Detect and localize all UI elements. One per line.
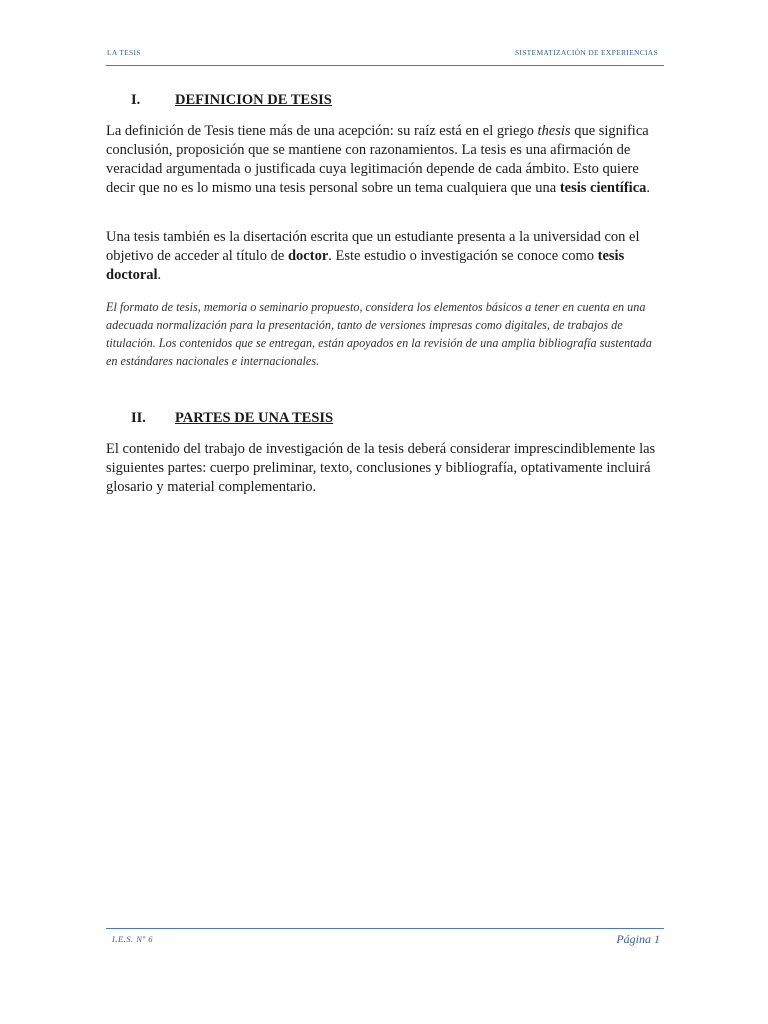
text-run: . Este estudio o investigación se conoce como	[328, 248, 598, 264]
section-1-title: DEFINICION DE TESIS	[175, 92, 332, 108]
bold-term: tesis doctoral	[106, 248, 625, 283]
section-2-paragraph-1: El contenido del trabajo de investigación de la tesis deberá considerar imprescindiblemente las siguientes partes: cuerpo preliminar, texto, conclusiones y bibliografía, optativamente incluirá glosario y material complementario.	[106, 441, 656, 495]
text-run: Una tesis también es la disertación escrita que un estudiante presenta a la universidad con el objetivo de acceder al título de	[106, 229, 640, 264]
section-1-heading	[131, 92, 332, 109]
text-run: .	[157, 267, 162, 283]
section-2-title: PARTES DE UNA TESIS	[175, 410, 334, 426]
header-right-text: SISTEMATIZACIÓN DE EXPERIENCIAS	[514, 48, 658, 57]
text-run: que significa conclusión, proposición que se mantiene con razonamientos. La tesis es una afirmación de veracidad argumentada o justificada cuya legitimación depende de cada ámbito. Esto quiere decir que no es lo mismo una tesis personal sobre un tema cualquiera que una	[106, 123, 649, 196]
bold-term: tesis científica	[559, 180, 647, 196]
page-header	[106, 47, 664, 66]
page-number: Página 1	[616, 932, 660, 946]
page-footer	[106, 928, 664, 953]
section-1-paragraph-1	[106, 122, 668, 198]
header-left-text: LA TESIS	[107, 48, 141, 57]
bold-term: doctor	[287, 248, 329, 264]
section-2-number: II.	[131, 410, 146, 426]
italic-term: thesis	[537, 123, 571, 139]
text-run: .	[646, 180, 651, 196]
text-run: La definición de Tesis tiene más de una acepción: su raíz está en el griego	[106, 123, 538, 139]
section-1-number: I.	[131, 92, 141, 108]
section-2-heading	[131, 410, 333, 427]
section-1-paragraph-2	[106, 228, 668, 285]
footer-left-text: I.E.S. Nº 6	[112, 934, 153, 944]
section-1-quote: El formato de tesis, memoria o seminario propuesto, considera los elementos básicos a tener en cuenta en una adecuada normalización para la presentación, tanto de versiones impresas como digitales, de trabajos de titulación. Los contenidos que se entregan, están apoyados en la revisión de una amplia bibliografía sustentada en estándares nacionales e internacionales.	[106, 300, 652, 368]
